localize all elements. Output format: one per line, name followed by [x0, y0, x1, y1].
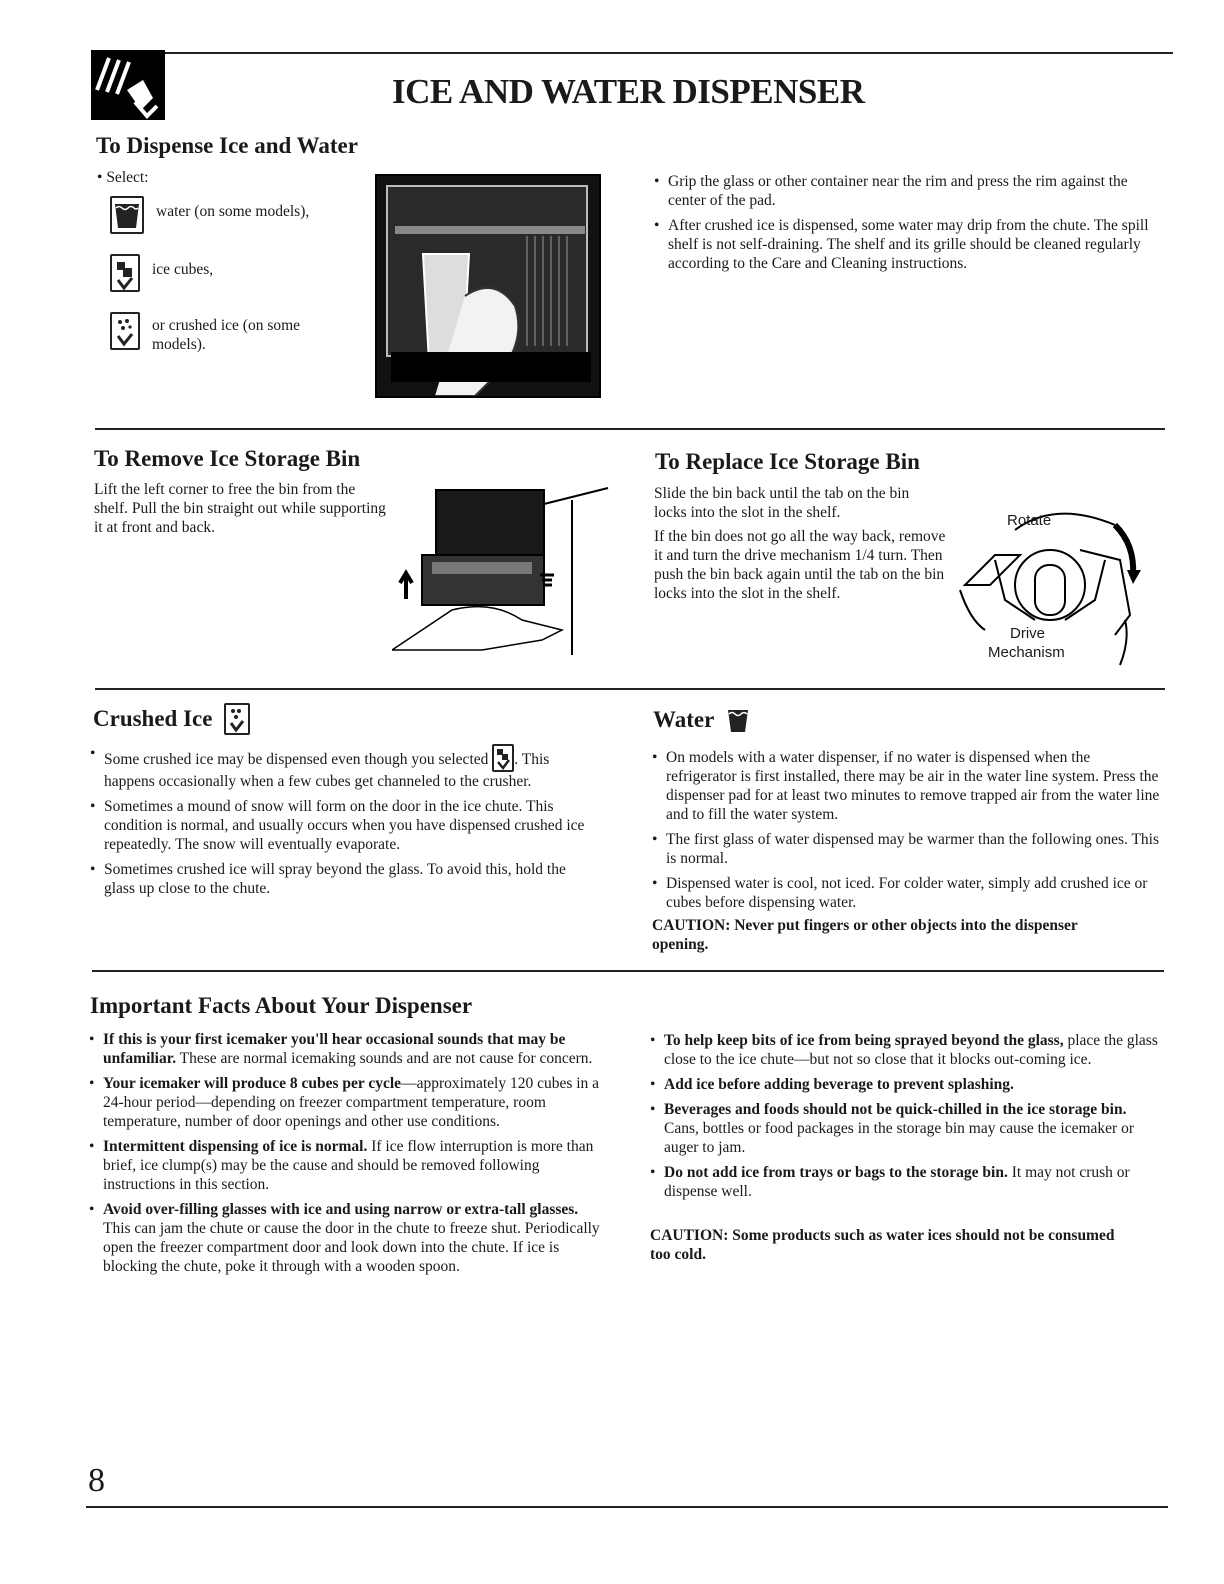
dispense-heading: To Dispense Ice and Water — [96, 133, 358, 158]
remove-bin-illustration — [392, 480, 612, 660]
list-item: • Avoid over-filling glasses with ice and using narrow or extra-tall glasses. This can jam the chute or cause the door in the chute to freeze shut. Periodically open the freezer compartment door and look down into the chute. If ice is blocking the chute, poke it through with a wooden spoon. — [89, 1200, 604, 1276]
crushed-ice-icon — [110, 312, 140, 350]
facts-heading: Important Facts About Your Dispenser — [90, 993, 473, 1018]
option-crushed-ice: or crushed ice (on some models). — [110, 312, 320, 354]
divider — [95, 688, 1165, 690]
list-item: • If this is your first icemaker you'll hear occasional sounds that may be unfamiliar. These are normal icemaking sounds and are not cause for concern. — [89, 1030, 604, 1068]
list-item: • Intermittent dispensing of ice is normal. If ice flow interruption is more than brief, ice clump(s) may be the cause and should be removed following instructions in this section. — [89, 1137, 604, 1194]
crushed-ice-icon — [224, 703, 250, 735]
page-title: ICE AND WATER DISPENSER — [392, 72, 865, 111]
page-number: 8 — [88, 1462, 105, 1499]
list-item: • To help keep bits of ice from being sprayed beyond the glass, place the glass close to the ice chute—but not so close that it blocks out-coming ice. — [650, 1031, 1162, 1069]
water-header — [653, 706, 750, 734]
crushed-ice-bullets — [90, 744, 595, 904]
divider — [92, 970, 1164, 972]
footer-rule — [86, 1506, 1168, 1508]
list-item: • The first glass of water dispensed may be warmer than the following ones. This is normal. — [652, 830, 1162, 868]
list-item: • Do not add ice from trays or bags to the storage bin. It may not crush or dispense well. — [650, 1163, 1162, 1201]
divider — [95, 428, 1165, 430]
water-caution: CAUTION: Never put fingers or other objects into the dispenser opening. — [652, 917, 1078, 953]
rotate-label: Rotate — [1007, 512, 1052, 529]
option-water: water (on some models), — [110, 196, 309, 234]
water-icon — [110, 196, 144, 234]
list-item: • Add ice before adding beverage to prevent splashing. — [650, 1075, 1162, 1094]
water-bullets — [652, 748, 1162, 918]
header-rule — [165, 52, 1173, 54]
list-item: • After crushed ice is dispensed, some water may drip from the chute. The spill shelf is not self-draining. The shelf and its grille should be cleaned regularly according to the Care and Cleaning instructions. — [654, 216, 1164, 273]
list-item: • Beverages and foods should not be quick-chilled in the ice storage bin. Cans, bottles or food packages in the storage bin may cause the icemaker or auger to jam. — [650, 1100, 1162, 1157]
water-heading: Water — [653, 707, 715, 732]
crushed-ice-heading: Crushed Ice — [93, 706, 213, 731]
list-item: • Grip the glass or other container near the rim and press the rim against the center of the pad. — [654, 172, 1164, 210]
remove-bin-text: Lift the left corner to free the bin from the shelf. Pull the bin straight out while supporting it at front and back. — [94, 481, 386, 536]
list-item: • Some crushed ice may be dispensed even though you selected . This happens occasionally when a few cubes get channeled to the crusher. — [90, 744, 595, 791]
drive-mechanism-illustration — [955, 490, 1145, 670]
ice-cubes-icon — [492, 744, 514, 772]
crushed-ice-header — [93, 703, 250, 735]
dispense-bullets — [654, 172, 1164, 279]
facts-right-list — [650, 1031, 1162, 1207]
select-label: • Select: — [97, 169, 149, 186]
remove-bin-heading: To Remove Ice Storage Bin — [94, 446, 361, 471]
facts-caution: CAUTION: Some products such as water ices should not be consumed too cold. — [650, 1227, 1115, 1263]
list-item: • Sometimes a mound of snow will form on the door in the ice chute. This condition is normal, and usually occurs when you have dispensed crushed ice repeatedly. The snow will eventually evaporate. — [90, 797, 595, 854]
facts-left-list — [89, 1030, 604, 1282]
ice-cubes-icon — [110, 254, 140, 292]
water-icon — [726, 706, 750, 734]
header-icon — [91, 50, 165, 120]
list-item: • Dispensed water is cool, not iced. For colder water, simply add crushed ice or cubes before dispensing water. — [652, 874, 1162, 912]
drive-label: Drive — [1010, 625, 1046, 642]
mechanism-label: Mechanism — [988, 644, 1065, 661]
list-item: • Your icemaker will produce 8 cubes per cycle—approximately 120 cubes in a 24-hour period—depending on freezer compartment temperature, room temperature, number of door openings and other use conditions. — [89, 1074, 604, 1131]
replace-bin-p2: If the bin does not go all the way back, remove it and turn the drive mechanism 1/4 turn. Then push the bin back again until the tab on the bin locks into the slot in the shelf. — [654, 528, 946, 602]
replace-bin-p1: Slide the bin back until the tab on the bin locks into the slot in the shelf. — [654, 485, 910, 521]
list-item: • On models with a water dispenser, if no water is dispensed when the refrigerator is first installed, there may be air in the water line system. Press the dispenser pad for at least two minutes to remove trapped air from the water line and to fill the water system. — [652, 748, 1162, 824]
dispenser-illustration — [375, 174, 601, 398]
list-item: • Sometimes crushed ice will spray beyond the glass. To avoid this, hold the glass up close to the chute. — [90, 860, 595, 898]
option-ice-cubes: ice cubes, — [110, 254, 213, 292]
replace-bin-heading: To Replace Ice Storage Bin — [655, 449, 920, 474]
